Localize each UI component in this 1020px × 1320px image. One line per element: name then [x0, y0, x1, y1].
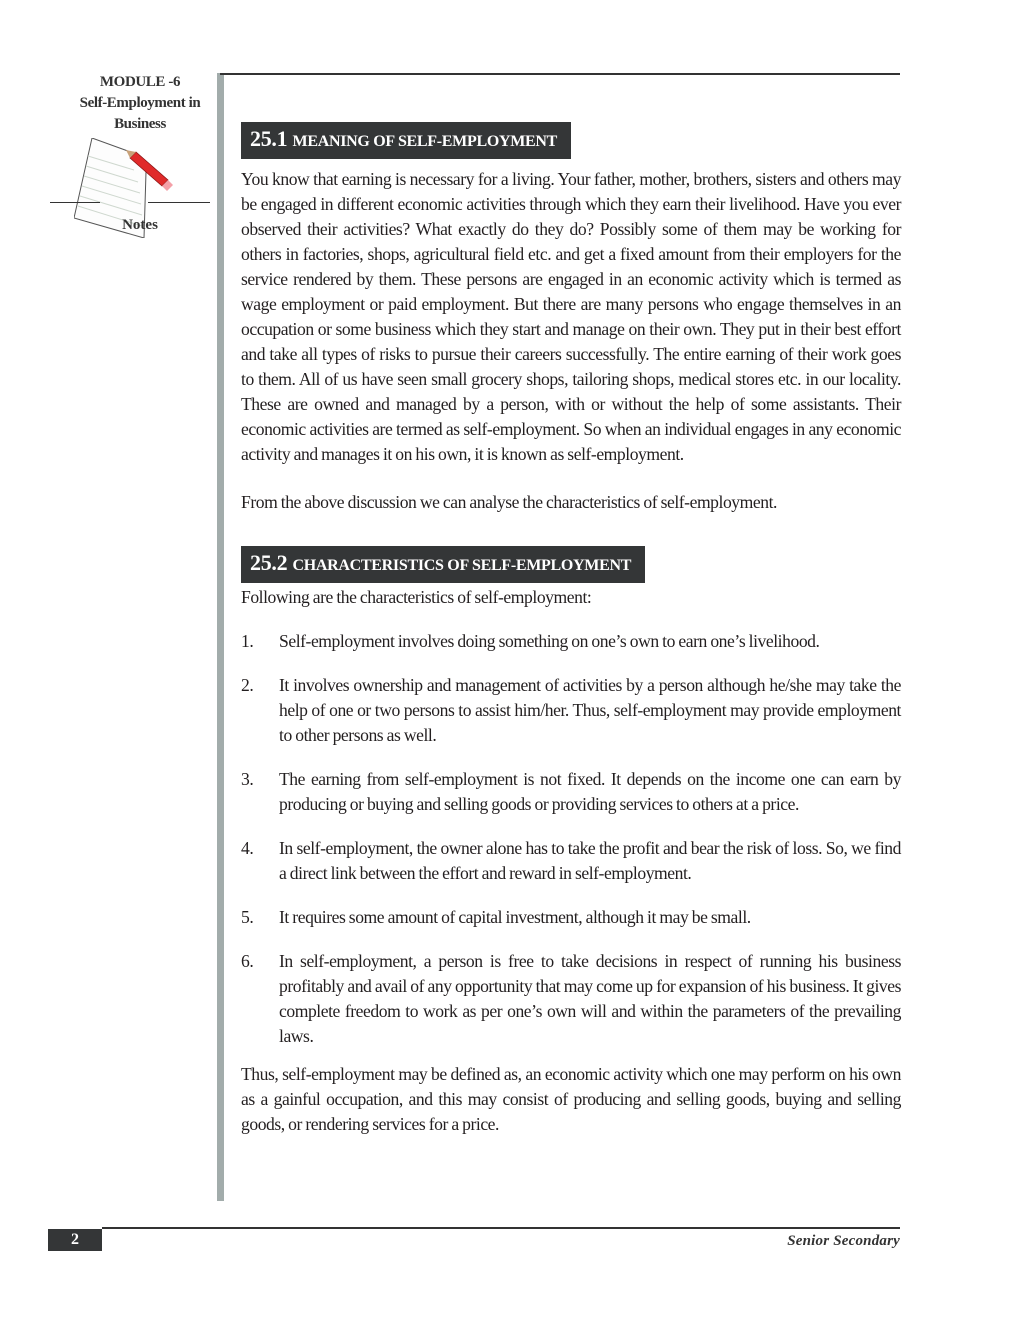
- list-text: The earning from self-employment is not fixed. It depends on the income one can earn by producing or buying and selling goods or providing services to others at a price.: [279, 769, 901, 814]
- list-item: [241, 836, 901, 886]
- list-text: It requires some amount of capital investment, although it may be small.: [279, 907, 751, 927]
- list-intro: Following are the characteristics of self-employment:: [241, 587, 592, 607]
- list-number: 2.: [241, 675, 254, 695]
- characteristics-list: [241, 629, 901, 1049]
- margin-rule: [148, 202, 210, 203]
- section-title: CHARACTERISTICS OF SELF-EMPLOYMENT: [292, 557, 632, 574]
- list-text: In self-employment, the owner alone has to take the profit and bear the risk of loss. So, we find a direct link between the effort and reward in self-employment.: [279, 838, 901, 883]
- footer-rule: [102, 1227, 900, 1229]
- list-item: [241, 767, 901, 817]
- list-text: Self-employment involves doing something on one’s own to earn one’s livelihood.: [279, 631, 820, 651]
- margin-rule: [50, 202, 100, 203]
- top-rule: [220, 73, 900, 75]
- subject-line-2: Business: [114, 116, 166, 132]
- list-item: [241, 949, 901, 1049]
- list-item: [241, 673, 901, 748]
- list-number: 4.: [241, 838, 254, 858]
- section-title: MEANING OF SELF-EMPLOYMENT: [292, 133, 558, 150]
- paragraph: You know that earning is necessary for a living. Your father, mother, brothers, sisters and others may be engaged in different economic activities through which they earn their livelihood. Have you ever observed their activities? What exactly do they do? Possibly some of them may be working for others in factories, shops, agricultural field etc. and get a fixed amount from their employers for the service rendered by them. These persons are engaged in an economic activity which is termed as wage employment or paid employment. But there are many persons who engage themselves in an occupation or some business which they start and manage on their own. They put in their best effort and take all types of risks to pursue their careers successfully. The entire earning of their work goes to them. All of us have seen small grocery shops, tailoring shops, medical stores etc. in our locality. These are owned and managed by a person, with or without the help of some assistants. Their economic activities are termed as self-employment. So when an individual engages in any economic activity and manages it on his own, it is known as self-employment.: [241, 169, 901, 464]
- list-number: 6.: [241, 951, 254, 971]
- margin-column: [40, 72, 240, 233]
- page-number: 2: [48, 1229, 102, 1251]
- section-number: 25.2: [250, 550, 288, 575]
- conclusion-paragraph: Thus, self-employment may be defined as, an economic activity which one may perform on his own as a gainful occupation, and this may consist of producing and selling goods, buying and selling goods, or rendering services for a price.: [241, 1064, 901, 1134]
- content-side-bar: [217, 73, 224, 1201]
- list-number: 3.: [241, 769, 254, 789]
- list-number: 1.: [241, 631, 254, 651]
- list-item: [241, 905, 901, 930]
- list-text: It involves ownership and management of activities by a person although he/she may take the help of one or two persons to assist him/her. Thus, self-employment may provide employment to other persons as well.: [279, 675, 901, 745]
- section-number: 25.1: [250, 126, 288, 151]
- main-content: [241, 122, 901, 1137]
- notes-label: Notes: [122, 217, 158, 233]
- paragraph: From the above discussion we can analyse the characteristics of self-employment.: [241, 492, 777, 512]
- list-text: In self-employment, a person is free to take decisions in respect of running his business profitably and avail of any opportunity that may come up for expansion of his business. It gives complete freedom to work as per one’s own will and within the parameters of the prevailing laws.: [279, 951, 901, 1046]
- footer-series: Senior Secondary: [787, 1233, 900, 1249]
- section-heading-25-2: [241, 546, 645, 583]
- list-number: 5.: [241, 907, 254, 927]
- subject-line-1: Self-Employment in: [79, 95, 201, 111]
- list-item: [241, 629, 901, 654]
- module-label: MODULE -6: [99, 74, 181, 90]
- section-heading-25-1: [241, 122, 571, 159]
